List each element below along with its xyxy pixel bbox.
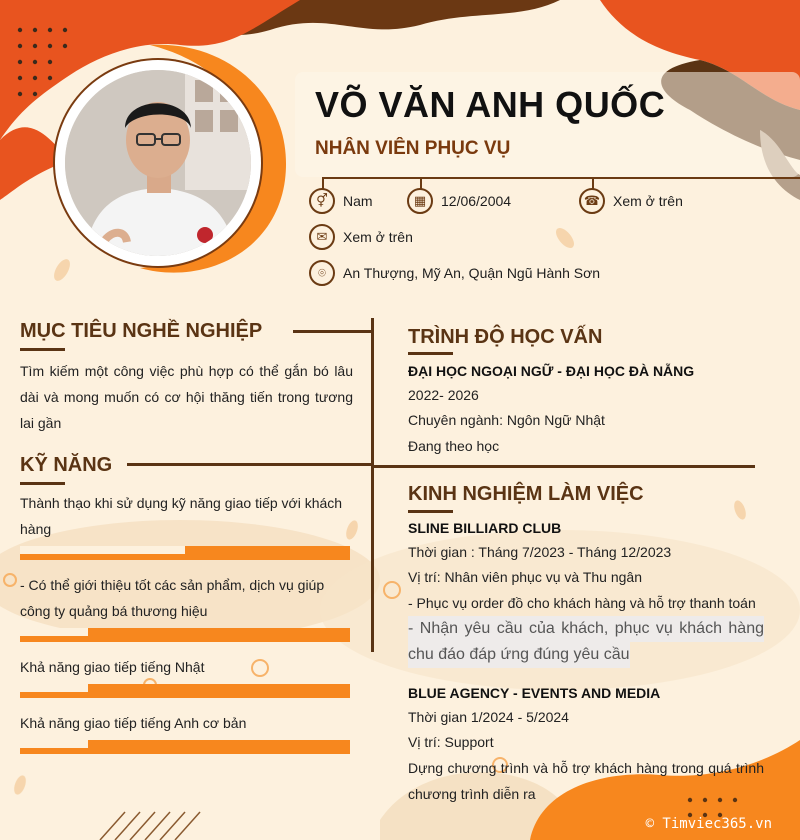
column-divider <box>371 318 374 652</box>
location-icon: ⌾ <box>309 260 335 286</box>
experience-underline <box>408 510 453 513</box>
education-school: ĐẠI HỌC NGOẠI NGỮ - ĐẠI HỌC ĐÀ NẴNG <box>408 363 695 379</box>
contact-birthday: ▦ 12/06/2004 <box>407 188 511 214</box>
education-years: 2022- 2026 <box>408 387 479 403</box>
job-duty-highlight: chu đáo đáp ứng đúng yêu cầu <box>408 642 630 668</box>
email-icon: ✉ <box>309 224 335 250</box>
watermark: © Timviec365.vn <box>645 816 772 832</box>
avatar <box>55 60 261 266</box>
skill-bar <box>20 740 350 754</box>
objective-text: Tìm kiếm một công việc phù hợp có thể gắn bó lâu dài và mong muốn có cơ hội thăng tiến trong tương lai gần <box>20 363 353 431</box>
skill-item: Khả năng giao tiếp tiếng Anh cơ bản <box>20 715 247 731</box>
education-underline <box>408 352 453 355</box>
experience-heading: KINH NGHIỆM LÀM VIỆC <box>408 483 644 505</box>
skill-item: Thành thạo khi sử dụng kỹ năng giao tiếp với khách hàng <box>20 495 343 537</box>
job-company: SLINE BILLIARD CLUB <box>408 520 562 536</box>
phone-icon: ☎ <box>579 188 605 214</box>
contact-gender: ⚥ Nam <box>309 188 373 214</box>
contact-address: ⌾ An Thượng, Mỹ An, Quận Ngũ Hành Sơn <box>309 260 600 286</box>
job-duty-highlight: - Nhận yêu cầu của khách, phục vụ khách hàng <box>408 616 764 642</box>
contact-phone: ☎ Xem ở trên <box>579 188 683 214</box>
contact-email: ✉ Xem ở trên <box>309 224 413 250</box>
objective-rule <box>293 330 373 333</box>
gender-icon: ⚥ <box>309 188 335 214</box>
job-duty: - Phục vụ order đồ cho khách hàng và hỗ trợ thanh toán <box>408 595 756 611</box>
full-name: VÕ VĂN ANH QUỐC <box>315 84 666 125</box>
education-status: Đang theo học <box>408 438 500 454</box>
skill-item: Khả năng giao tiếp tiếng Nhật <box>20 659 205 675</box>
job-duty: chương trình diễn ra <box>408 786 536 802</box>
skills-rule <box>127 463 374 466</box>
section-divider <box>372 465 755 468</box>
job-position: Vị trí: Support <box>408 734 494 750</box>
person-illustration <box>65 70 251 256</box>
header-divider <box>322 177 800 179</box>
skill-bar <box>20 628 350 642</box>
skill-item: - Có thể giới thiệu tốt các sản phẩm, dịch vụ giúp công ty quảng bá thương hiệu <box>20 577 325 619</box>
job-position: Vị trí: Nhân viên phục vụ và Thu ngân <box>408 569 642 585</box>
job-company: BLUE AGENCY - EVENTS AND MEDIA <box>408 685 661 701</box>
calendar-icon: ▦ <box>407 188 433 214</box>
skills-underline <box>20 482 65 485</box>
job-duty: Dựng chương trình và hỗ trợ khách hàng trong quá trình <box>408 760 764 776</box>
job-time: Thời gian : Tháng 7/2023 - Tháng 12/2023 <box>408 544 672 560</box>
skill-bar <box>20 684 350 698</box>
education-major: Chuyên ngành: Ngôn Ngữ Nhật <box>408 412 605 428</box>
objective-underline <box>20 348 65 351</box>
job-title: NHÂN VIÊN PHỤC VỤ <box>315 138 511 159</box>
skill-bar <box>20 546 350 560</box>
skills-heading: KỸ NĂNG <box>20 454 113 476</box>
education-heading: TRÌNH ĐỘ HỌC VẤN <box>408 326 603 348</box>
profile-photo <box>65 70 251 256</box>
objective-heading: MỤC TIÊU NGHỀ NGHIỆP <box>20 320 263 342</box>
job-time: Thời gian 1/2024 - 5/2024 <box>408 709 569 725</box>
